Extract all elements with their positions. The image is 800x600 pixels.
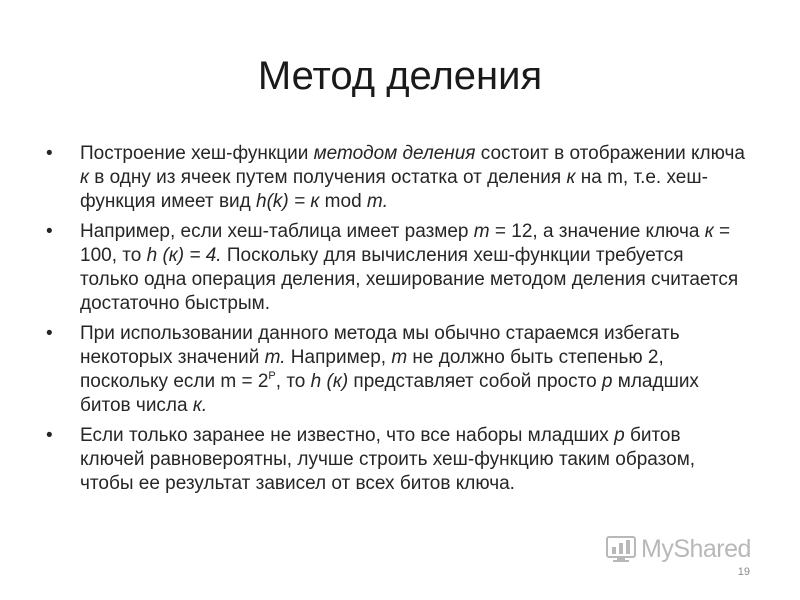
text-segment: к. (192, 395, 208, 416)
bullet-text (80, 143, 745, 212)
bullet-item (46, 322, 746, 418)
text-segment: на m, т.е. хеш-функция имеет вид (80, 167, 708, 212)
bullet-text (80, 323, 699, 416)
text-segment: h(k) = к (256, 191, 320, 212)
text-segment: т. (264, 347, 286, 368)
watermark (606, 534, 751, 564)
bar-chart-logo-icon (606, 534, 636, 564)
text-segment: к (704, 221, 714, 242)
bullet-text (80, 221, 738, 314)
text-segment: р (601, 371, 613, 392)
bullet-mark: • (46, 143, 53, 164)
bullet-list (46, 142, 746, 502)
bullet-mark: • (46, 221, 53, 242)
text-segment: m. (366, 191, 389, 212)
text-segment: представляет собой просто (348, 371, 602, 392)
text-segment: = 12, а значение ключа (489, 221, 705, 242)
text-segment: Например, (285, 347, 392, 368)
page-number: 19 (737, 566, 750, 578)
bullet-text (80, 425, 695, 494)
text-segment: к (80, 167, 89, 188)
text-segment: Например, если хеш-таблица имеет размер (80, 221, 474, 242)
bullet-mark: • (46, 323, 53, 344)
text-segment: не должно быть степенью 2, поскольку если m = 2 (80, 347, 664, 392)
bullet-mark: • (46, 425, 53, 446)
text-segment: Поскольку для вычисления хеш-функции требуется только одна операция деления, хеширование методом деления считается достаточно быстрым. (80, 245, 739, 314)
text-segment: р (614, 425, 625, 446)
text-segment: mod (319, 191, 367, 212)
slide-title: Метод деления (257, 54, 543, 98)
text-segment: битов ключей равновероятны, лучше строить хеш-функцию таким образом, чтобы ее результат зависел от всех битов ключа. (80, 425, 696, 494)
text-segment: младших битов числа (80, 371, 699, 416)
text-segment: состоит в отображении ключа (475, 143, 745, 164)
text-segment: При использовании данного метода мы обычно стараемся избегать некоторых значений (80, 323, 680, 368)
text-segment: h (к) (310, 371, 349, 392)
text-segment: т (391, 347, 408, 368)
text-segment: Построение хеш-функции (80, 143, 314, 164)
text-segment: Если только заранее не известно, что все наборы младших (80, 425, 615, 446)
bullet-item (46, 220, 746, 316)
bullet-item (46, 142, 746, 214)
text-segment: т (473, 221, 490, 242)
text-segment: к (566, 167, 576, 188)
bullet-item (46, 424, 746, 496)
text-segment: = 100, то (80, 221, 731, 266)
text-segment: методом деления (313, 143, 476, 164)
superscript: P (268, 370, 276, 382)
text-segment: h (к) = 4. (146, 245, 222, 266)
text-segment: , то (275, 371, 311, 392)
watermark-text: MyShared (641, 534, 751, 563)
text-segment: в одну из ячеек путем получения остатка от деления (88, 167, 567, 188)
